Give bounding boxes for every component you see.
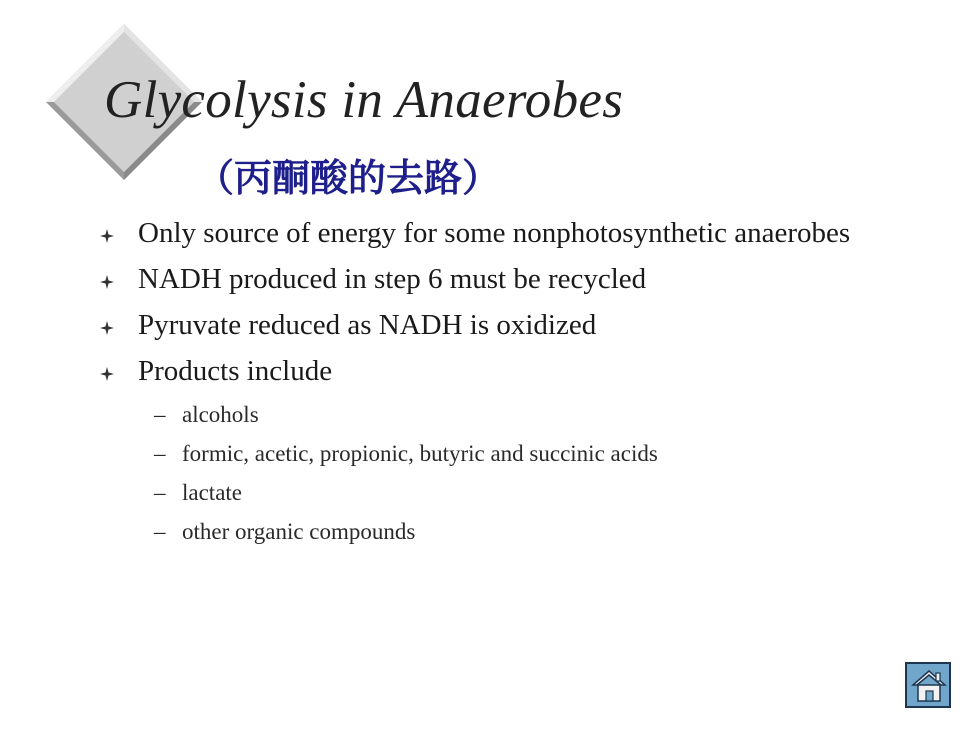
bullet-text: Products include [138, 355, 333, 387]
bullet-item [100, 354, 940, 551]
sub-bullet-item [138, 395, 940, 434]
sub-bullet-item [138, 434, 940, 473]
dash-marker: – [154, 519, 166, 544]
bullet-text: Pyruvate reduced as NADH is oxidized [138, 309, 597, 341]
bullet-text: Only source of energy for some nonphotosynthetic anaerobes [138, 217, 851, 249]
dash-marker: – [154, 480, 166, 505]
slide-title: Glycolysis in Anaerobes [104, 71, 624, 129]
dash-marker: – [154, 441, 166, 466]
sub-bullet-text: lactate [182, 480, 243, 505]
bullet-icon [100, 367, 114, 381]
bullet-list [100, 216, 940, 562]
bullet-icon [100, 321, 114, 335]
bullet-text: NADH produced in step 6 must be recycled [138, 263, 647, 295]
home-icon [910, 667, 948, 705]
bullet-icon [100, 275, 114, 289]
bullet-icon [100, 229, 114, 243]
bullet-item [100, 262, 940, 297]
slide-subtitle: （丙酮酸的去路） [196, 156, 501, 200]
bullet-item [100, 308, 940, 343]
dash-marker: – [154, 402, 166, 427]
home-button[interactable] [905, 662, 951, 708]
sub-bullet-text: formic, acetic, propionic, butyric and succinic acids [182, 441, 658, 466]
bullet-item [100, 216, 940, 251]
sub-bullet-list [138, 395, 940, 551]
sub-bullet-text: alcohols [182, 402, 259, 427]
sub-bullet-item [138, 512, 940, 551]
sub-bullet-text: other organic compounds [182, 519, 416, 544]
sub-bullet-item [138, 473, 940, 512]
